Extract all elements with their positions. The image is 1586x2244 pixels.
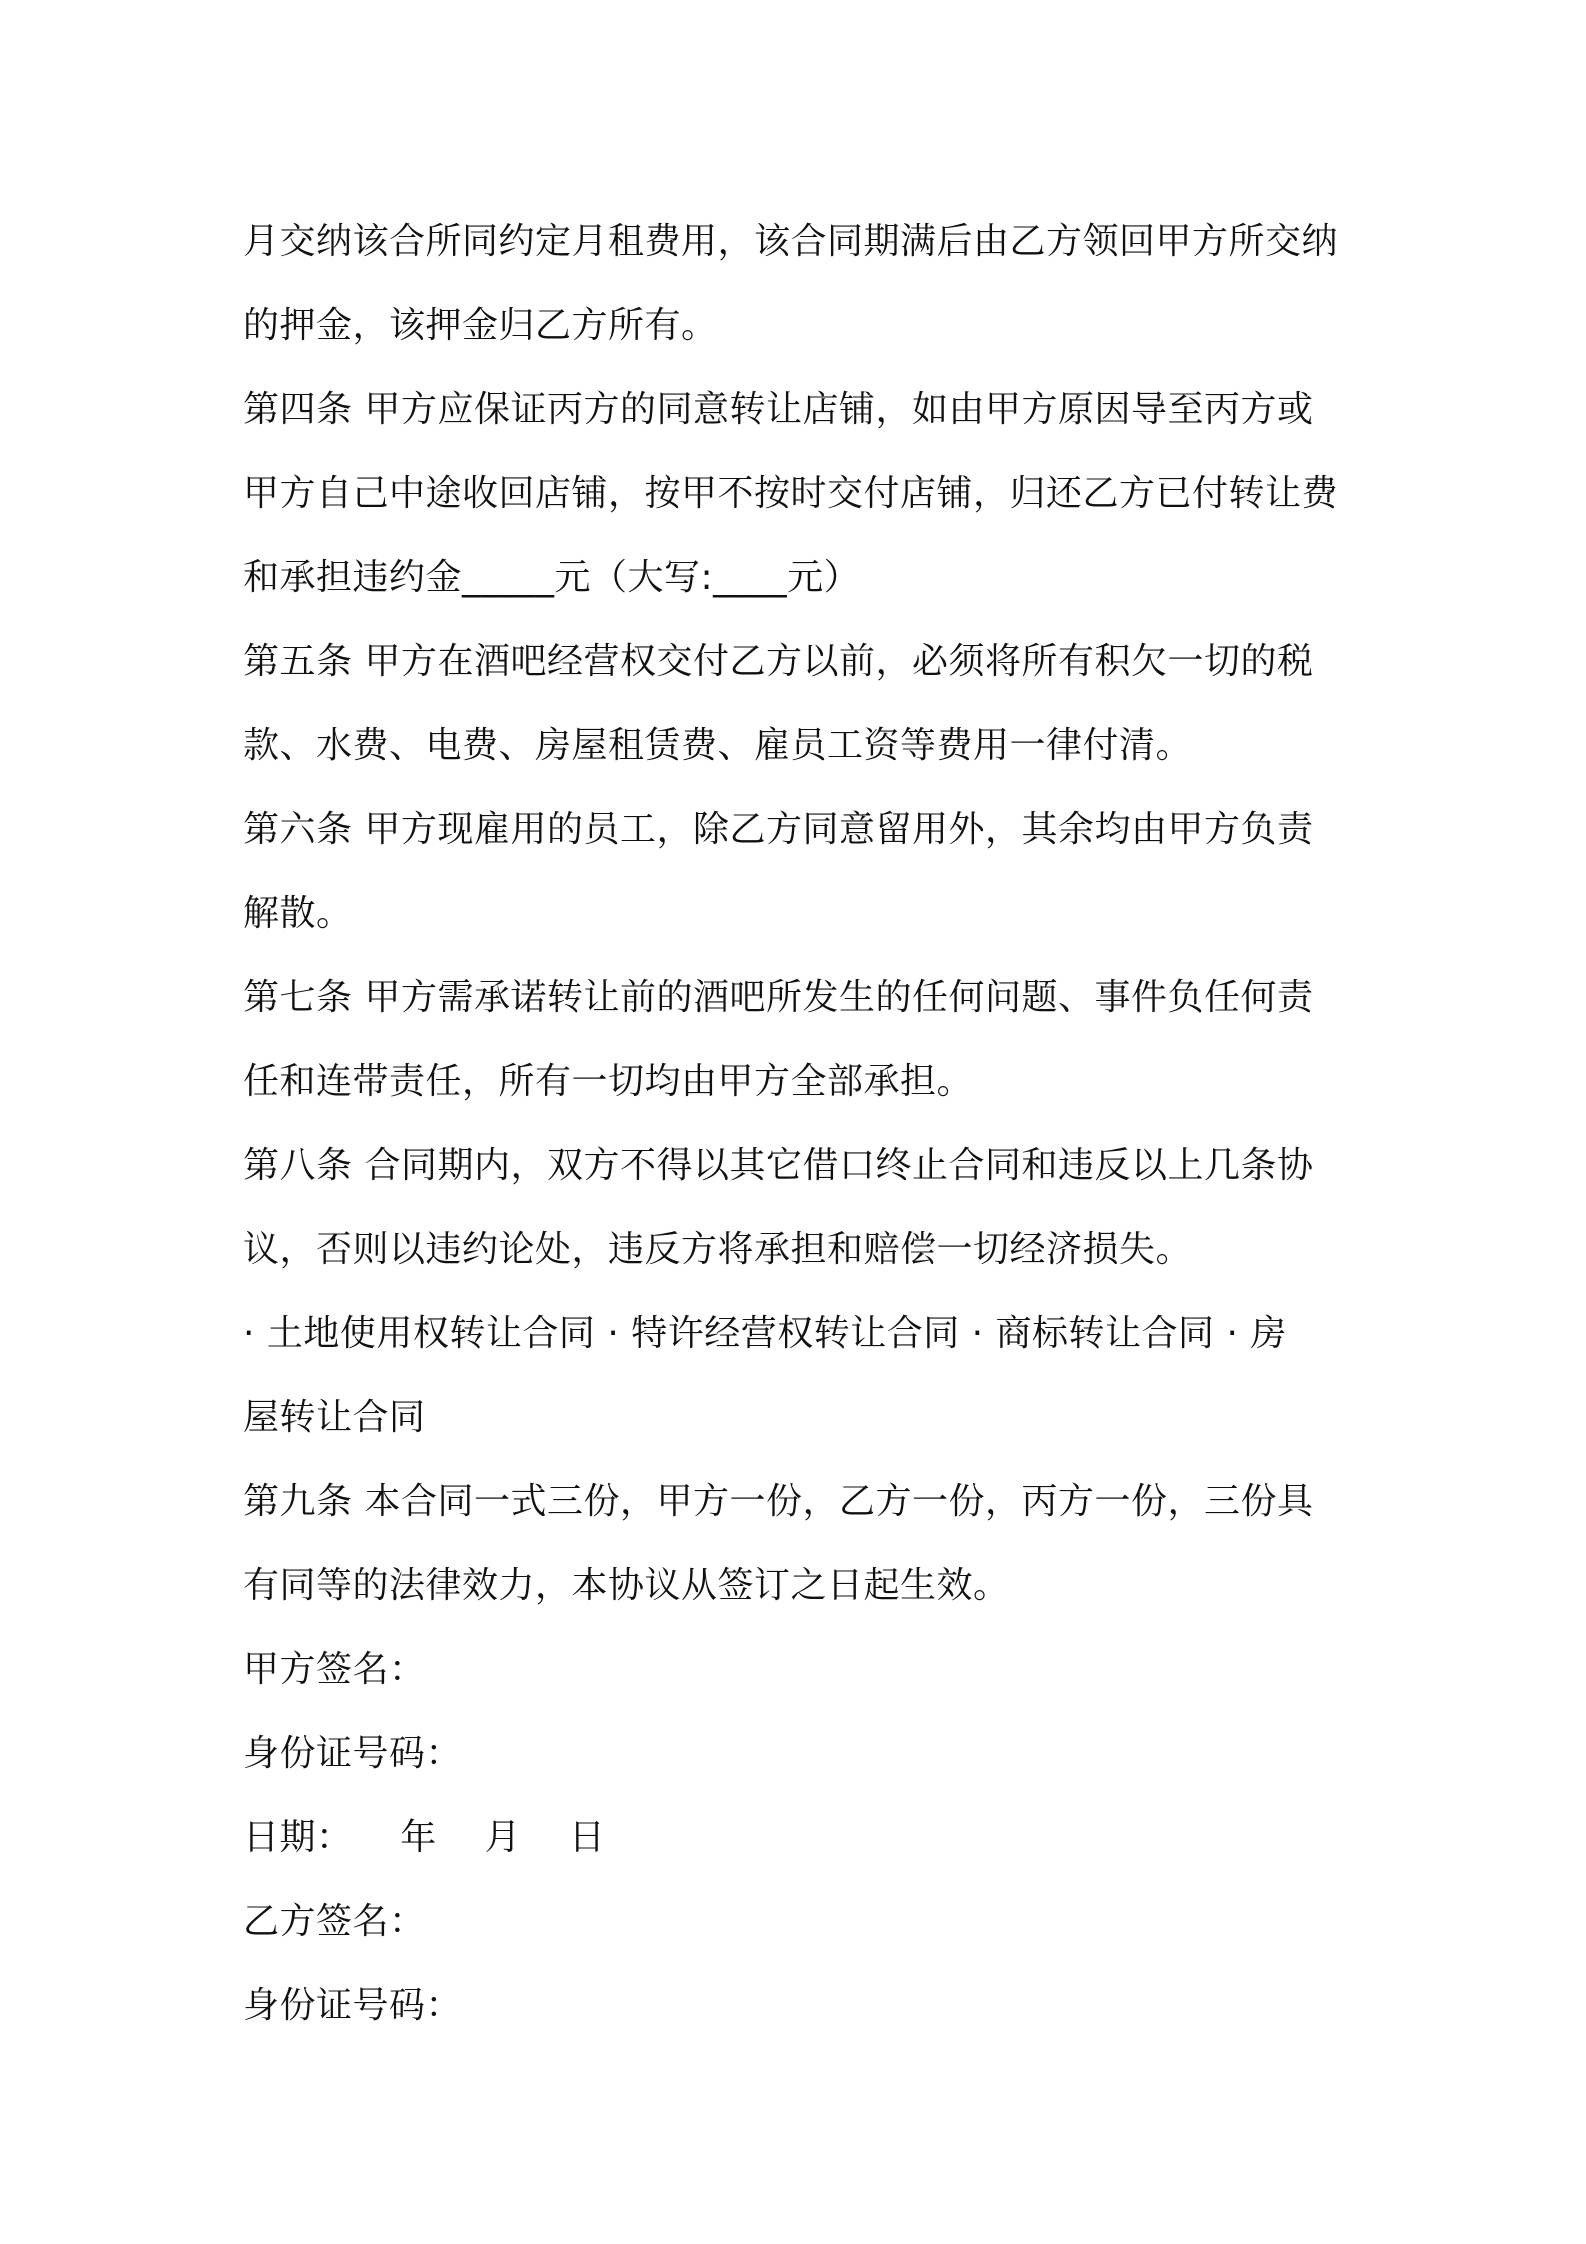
clause-4: 第四条 甲方应保证丙方的同意转让店铺，如由甲方原因导至丙方或 xyxy=(243,389,1314,430)
clause-8: 第八条 合同期内，双方不得以其它借口终止合同和违反以上几条协 xyxy=(243,1145,1314,1186)
text-line: 款、水费、电费、房屋租赁费、雇员工资等费用一律付清。 xyxy=(243,725,1193,766)
text-line: 甲方自己中途收回店铺，按甲不按时交付店铺，归还乙方已付转让费 xyxy=(243,473,1339,514)
clause-7: 第七条 甲方需承诺转让前的酒吧所发生的任何问题、事件负任何责 xyxy=(243,977,1314,1018)
party-a-id-number: 身份证号码： xyxy=(243,1733,463,1774)
related-contracts-line: · 土地使用权转让合同 · 特许经营权转让合同 · 商标转让合同 · 房 xyxy=(243,1313,1287,1354)
party-a-signature: 甲方签名： xyxy=(243,1649,426,1690)
text-line: 解散。 xyxy=(243,893,353,934)
text-line: 任和连带责任，所有一切均由甲方全部承担。 xyxy=(243,1061,974,1102)
text-line: 的押金，该押金归乙方所有。 xyxy=(243,305,718,346)
clause-5: 第五条 甲方在酒吧经营权交付乙方以前，必须将所有积欠一切的税 xyxy=(243,641,1314,682)
date-line: 日期： 年 月 日 xyxy=(243,1817,606,1858)
clause-9: 第九条 本合同一式三份，甲方一份，乙方一份，丙方一份，三份具 xyxy=(243,1481,1314,1522)
text-line: 屋转让合同 xyxy=(243,1397,426,1438)
contract-text xyxy=(243,200,1353,2048)
text-line: 月交纳该合所同约定月租费用，该合同期满后由乙方领回甲方所交纳 xyxy=(243,221,1339,262)
text-line: 有同等的法律效力，本协议从签订之日起生效。 xyxy=(243,1565,1010,1606)
party-b-id-number: 身份证号码： xyxy=(243,1985,463,2026)
party-b-signature: 乙方签名： xyxy=(243,1901,426,1942)
text-line: 和承担违约金_____元（大写:____元） xyxy=(243,557,861,598)
clause-6: 第六条 甲方现雇用的员工，除乙方同意留用外，其余均由甲方负责 xyxy=(243,809,1314,850)
text-line: 议，否则以违约论处，违反方将承担和赔偿一切经济损失。 xyxy=(243,1229,1193,1270)
